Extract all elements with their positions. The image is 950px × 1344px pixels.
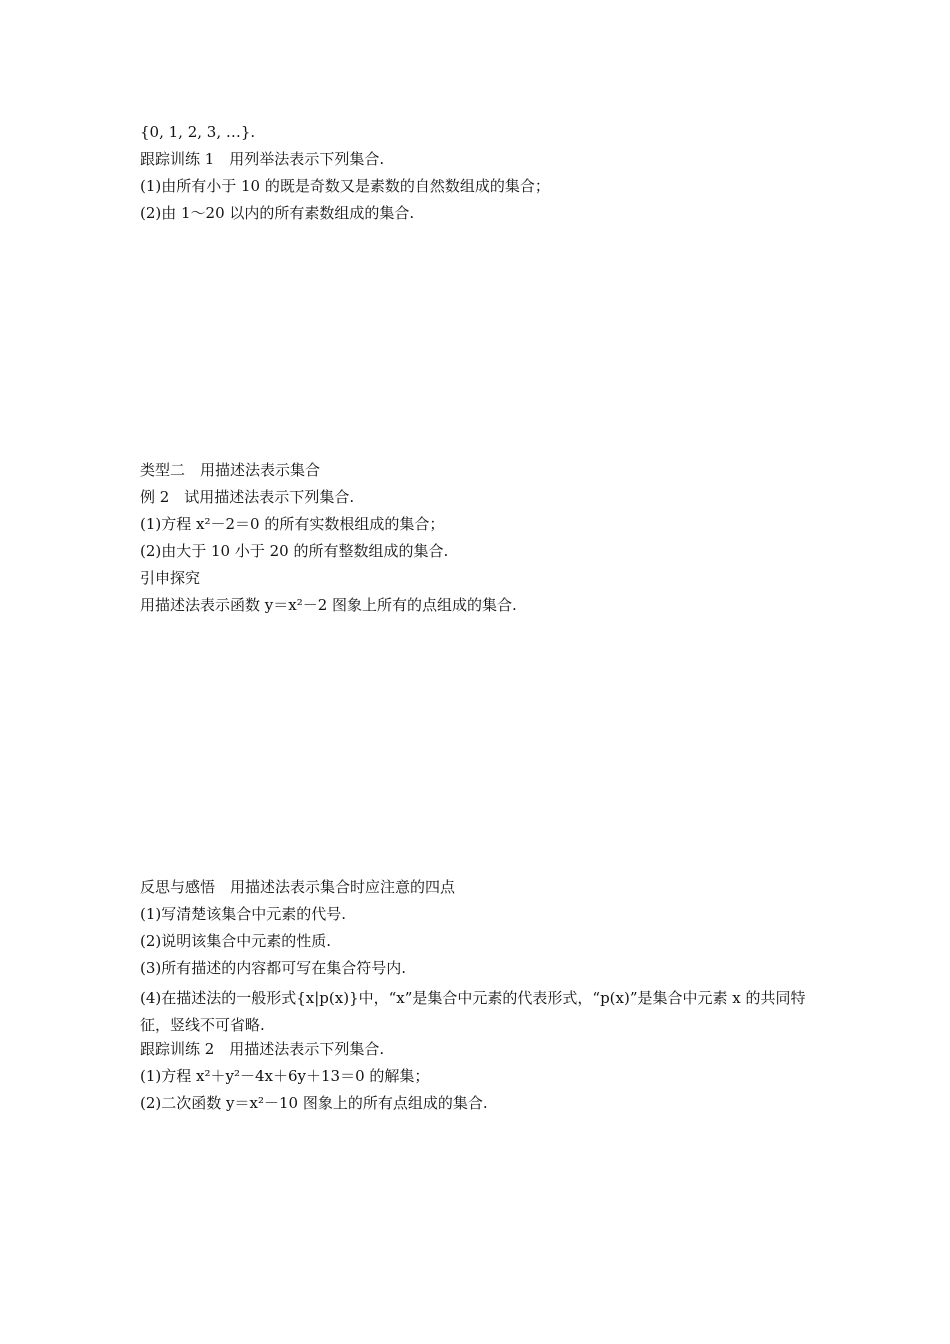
- reflection-point-4: (4)在描述法的一般形式{x|p(x)}中，“x”是集合中元素的代表形式，“p(x)”是集合中元素 x 的共同特征，竖线不可省略.: [140, 989, 806, 1034]
- reflection-point-1: (1)写清楚该集合中元素的代号.: [140, 905, 347, 923]
- exercise-2-item-1: (1)方程 x²＋y²－4x＋6y＋13＝0 的解集；: [140, 1067, 430, 1085]
- example-2-item-1: (1)方程 x²－2＝0 的所有实数根组成的集合；: [140, 515, 445, 533]
- reflection-point-3: (3)所有描述的内容都可写在集合符号内.: [140, 959, 407, 977]
- exercise-2-item-2: (2)二次函数 y＝x²－10 图象上的所有点组成的集合.: [140, 1094, 488, 1112]
- example-2-heading: 例 2 试用描述法表示下列集合.: [140, 488, 355, 506]
- exercise-2-heading: 跟踪训练 2 用描述法表示下列集合.: [140, 1040, 385, 1058]
- extension-question: 用描述法表示函数 y＝x²－2 图象上所有的点组成的集合.: [140, 596, 517, 614]
- set-example-line: {0, 1, 2, 3, …}.: [140, 123, 256, 141]
- section-heading-type-2: 类型二 用描述法表示集合: [140, 461, 321, 479]
- exercise-1-item-2: (2)由 1～20 以内的所有素数组成的集合.: [140, 204, 415, 222]
- reflection-point-2: (2)说明该集合中元素的性质.: [140, 932, 332, 950]
- extension-heading: 引申探究: [140, 569, 201, 587]
- reflection-heading: 反思与感悟 用描述法表示集合时应注意的四点: [140, 878, 456, 896]
- exercise-1-heading: 跟踪训练 1 用列举法表示下列集合.: [140, 150, 385, 168]
- example-2-item-2: (2)由大于 10 小于 20 的所有整数组成的集合.: [140, 542, 449, 560]
- exercise-1-item-1: (1)由所有小于 10 的既是奇数又是素数的自然数组成的集合；: [140, 177, 550, 195]
